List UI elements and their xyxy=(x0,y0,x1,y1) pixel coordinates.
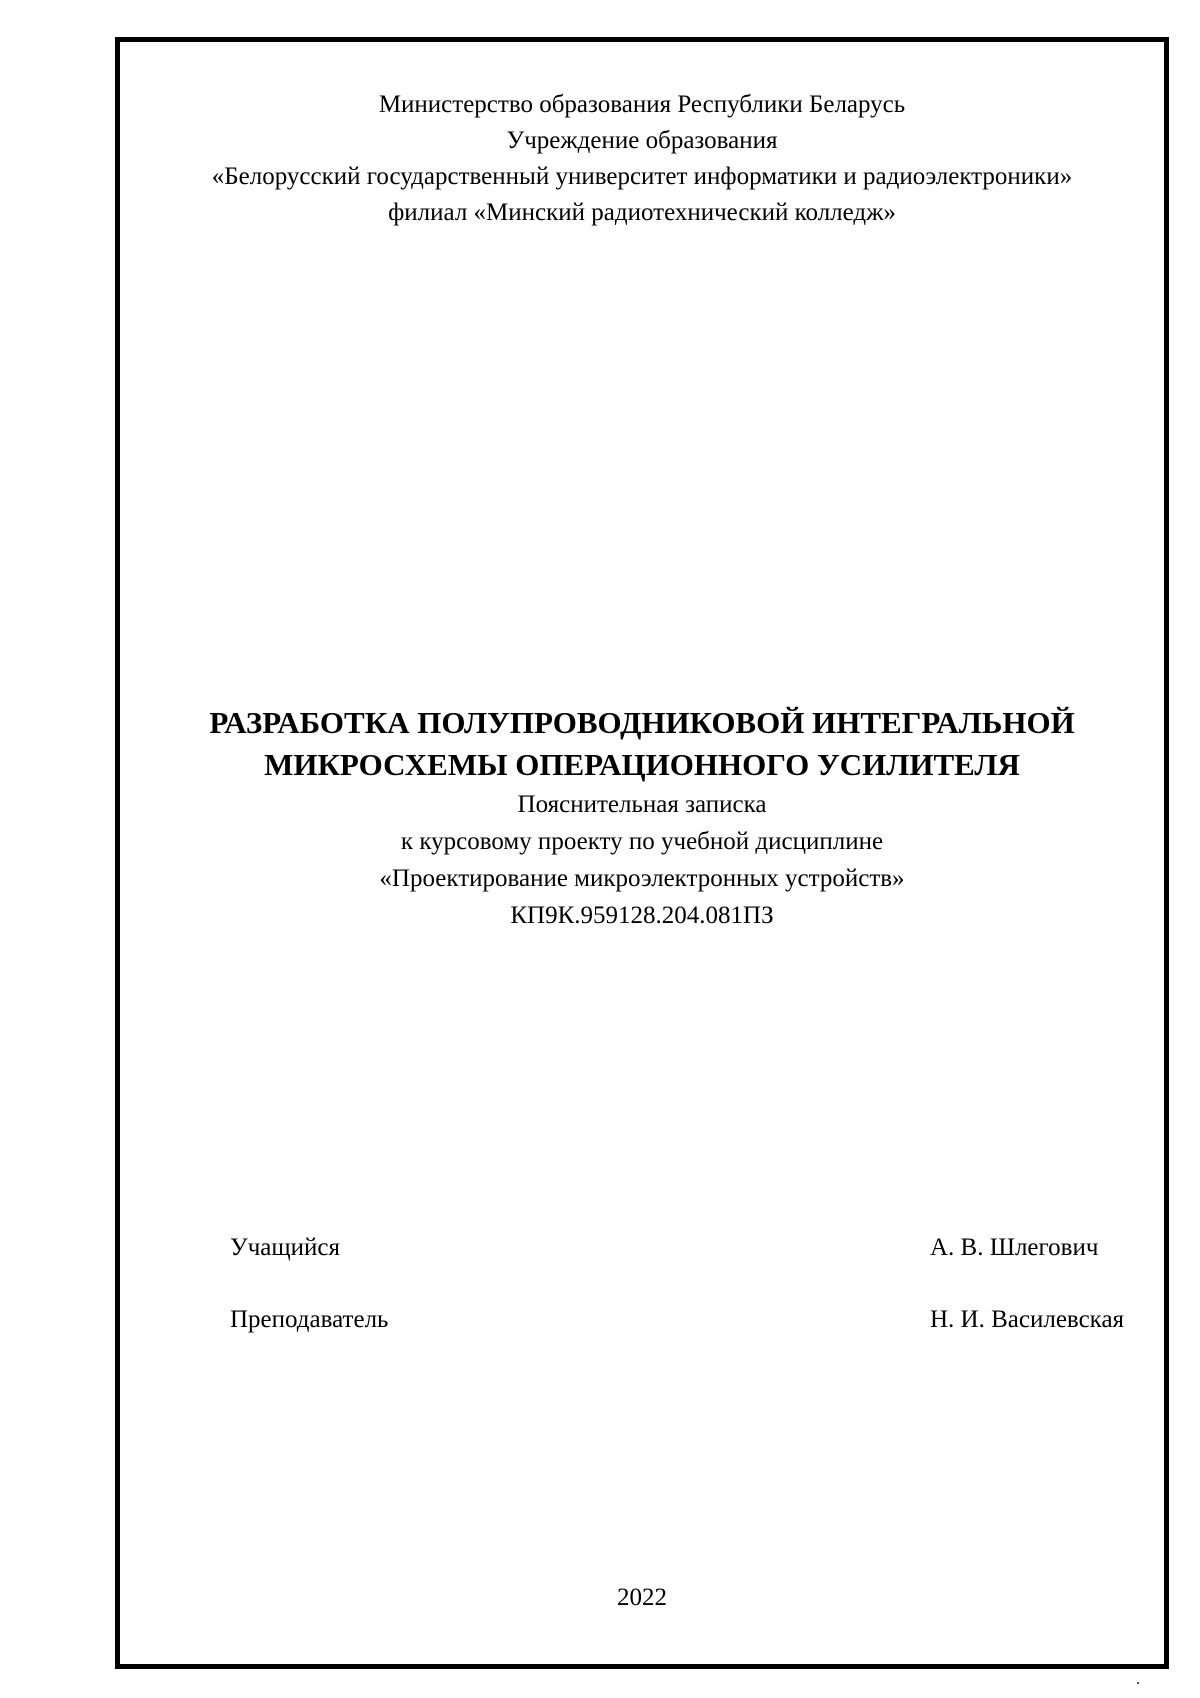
organization-header xyxy=(115,87,1169,231)
scan-artifact-dot xyxy=(1137,1682,1139,1684)
teacher-name: Н. И. Василевская xyxy=(930,1306,1125,1333)
document-title-block xyxy=(115,702,1169,934)
branch-line: филиал «Минский радиотехнический колледж» xyxy=(388,199,896,226)
student-role-label: Учащийся xyxy=(230,1234,340,1261)
discipline-name: «Проектирование микроэлектронных устройств» xyxy=(379,865,905,892)
student-name: А. В. Шлегович xyxy=(930,1234,1099,1261)
document-title-line-1: РАЗРАБОТКА ПОЛУПРОВОДНИКОВОЙ ИНТЕГРАЛЬНОЙ xyxy=(209,705,1075,740)
document-year: 2022 xyxy=(617,1584,667,1611)
document-title-line-2: МИКРОСХЕМЫ ОПЕРАЦИОННОГО УСИЛИТЕЛЯ xyxy=(264,747,1020,782)
institution-line: Учреждение образования xyxy=(506,127,778,154)
teacher-role-label: Преподаватель xyxy=(230,1306,389,1333)
university-line: «Белорусский государственный университет информатики и радиоэлектроники» xyxy=(211,163,1073,190)
document-type: Пояснительная записка xyxy=(517,791,767,818)
project-description: к курсовому проекту по учебной дисциплине xyxy=(400,828,884,855)
document-code: КП9К.959128.204.081ПЗ xyxy=(510,902,774,929)
ministry-line: Министерство образования Республики Беларусь xyxy=(378,91,906,118)
